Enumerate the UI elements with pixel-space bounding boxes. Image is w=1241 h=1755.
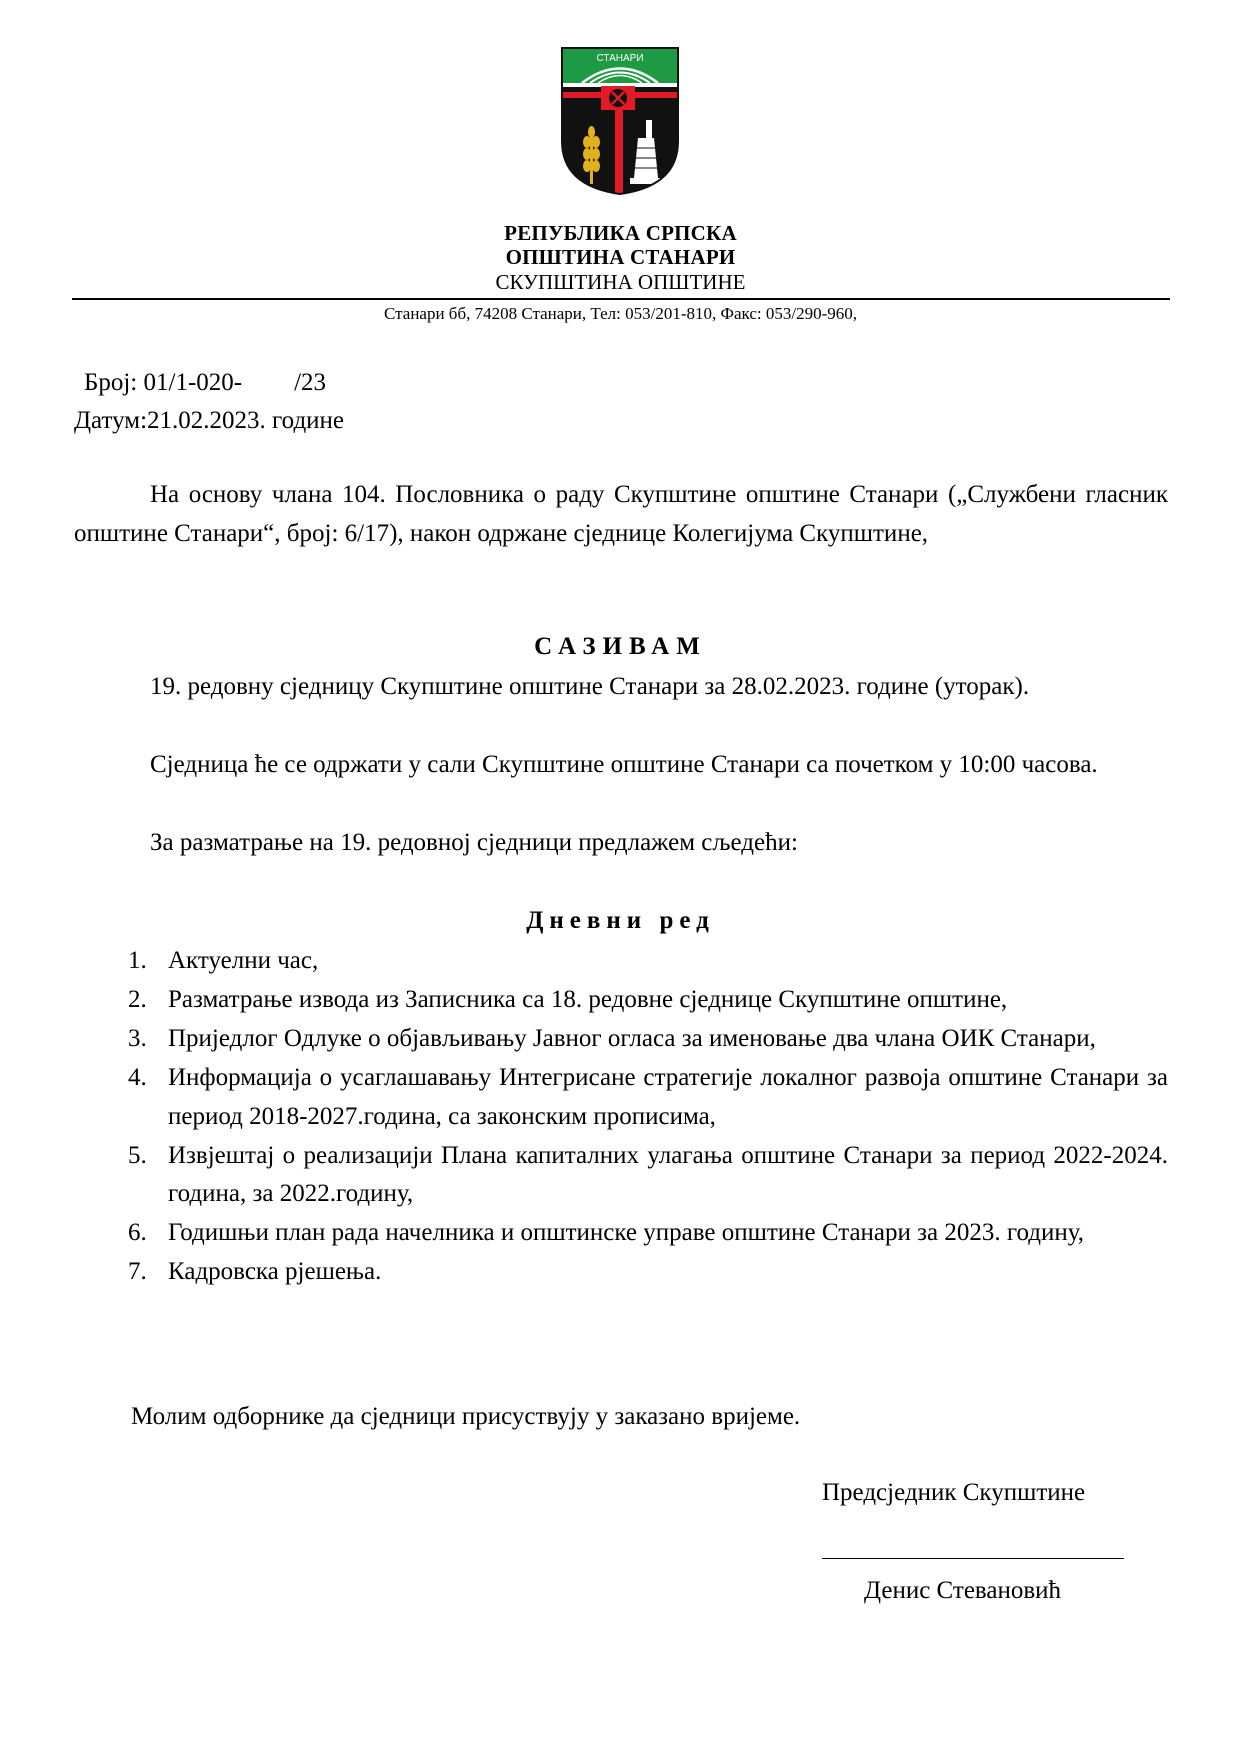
agenda-item: [128, 942, 1168, 981]
municipality-crest-logo: [560, 46, 680, 196]
header-assembly: СКУПШТИНА ОПШТИНЕ: [495, 270, 746, 294]
agenda-item: [128, 1020, 1168, 1059]
reference-date: Датум:21.02.2023. године: [74, 407, 345, 434]
agenda-title: Дневни ред: [526, 907, 715, 934]
agenda-item-text: Годишњи план рада начелника и општинске управе општине Станари за 2023. годину,: [168, 1219, 1085, 1246]
proposal-paragraph: За разматрање на 19. редовној сједници предлажем сљедећи:: [150, 829, 798, 856]
closing-sentence: Молим одборнике да сједници присуствују у заказано вријеме.: [131, 1403, 801, 1430]
header-address: Станари бб, 74208 Станари, Тел: 053/201-810, Факс: 053/290-960,: [384, 304, 857, 323]
agenda-item-text: Кадровска рјешења.: [168, 1258, 382, 1285]
agenda-item: [128, 1253, 1168, 1292]
agenda-item: [128, 981, 1168, 1020]
agenda-item-number: 3.: [128, 1025, 147, 1052]
intro-paragraph: На основу члана 104. Пословника о раду Скупштине општине Станари („Службени гласник општине Станари“, број: 6/17), након одржане сједнице Колегијума Скупштине,: [74, 481, 1168, 547]
session-paragraph: 19. редовну сједницу Скупштине општине Станари за 28.02.2023. године (уторак).: [150, 673, 1030, 700]
convene-title: САЗИВАМ: [534, 633, 707, 660]
agenda-item: [128, 1059, 1168, 1136]
agenda-item-text: Разматрање извода из Записника са 18. редовне сједнице Скупштине општине,: [168, 986, 1008, 1013]
agenda-item-text: Актуелни час,: [168, 947, 319, 974]
agenda-item: [128, 1137, 1168, 1214]
agenda-item-text: Приједлог Одлуке о објављивању Јавног огласа за именовање два члана ОИК Станари,: [168, 1025, 1096, 1052]
agenda-item-text: Извјештај о реализацији Плана капиталних улагања општине Станари за период 2022-2024. година, за 2022.годину,: [168, 1141, 1168, 1207]
signature-name: Денис Стевановић: [864, 1577, 1062, 1604]
agenda-item: [128, 1214, 1168, 1253]
crest-label: СТАНАРИ: [596, 53, 644, 64]
agenda-list: [128, 942, 1168, 1292]
agenda-item-number: 4.: [128, 1064, 147, 1091]
location-paragraph: Сједница ће се одржати у сали Скупштине општине Станари са почетком у 10:00 часова.: [150, 751, 1098, 778]
header-divider: [72, 298, 1170, 300]
reference-number: [84, 364, 326, 402]
agenda-item-number: 7.: [128, 1258, 147, 1285]
signature-line: [822, 1558, 1124, 1559]
signature-title: Предсједник Скупштине: [822, 1479, 1086, 1506]
agenda-item-number: 1.: [128, 947, 147, 974]
agenda-item-number: 6.: [128, 1219, 147, 1246]
header-municipality: ОПШТИНА СТАНАРИ: [505, 245, 736, 269]
agenda-item-text: Информација о усаглашавању Интегрисане стратегије локалног развоја општине Станари за период 2018-2027.година, са законским прописима,: [168, 1064, 1168, 1130]
reference-number-prefix: Број: 01/1-020-: [84, 369, 243, 396]
agenda-item-number: 2.: [128, 986, 147, 1013]
header-republic: РЕПУБЛИКА СРПСКА: [504, 221, 737, 245]
agenda-item-number: 5.: [128, 1141, 147, 1169]
reference-number-suffix: /23: [294, 369, 327, 396]
